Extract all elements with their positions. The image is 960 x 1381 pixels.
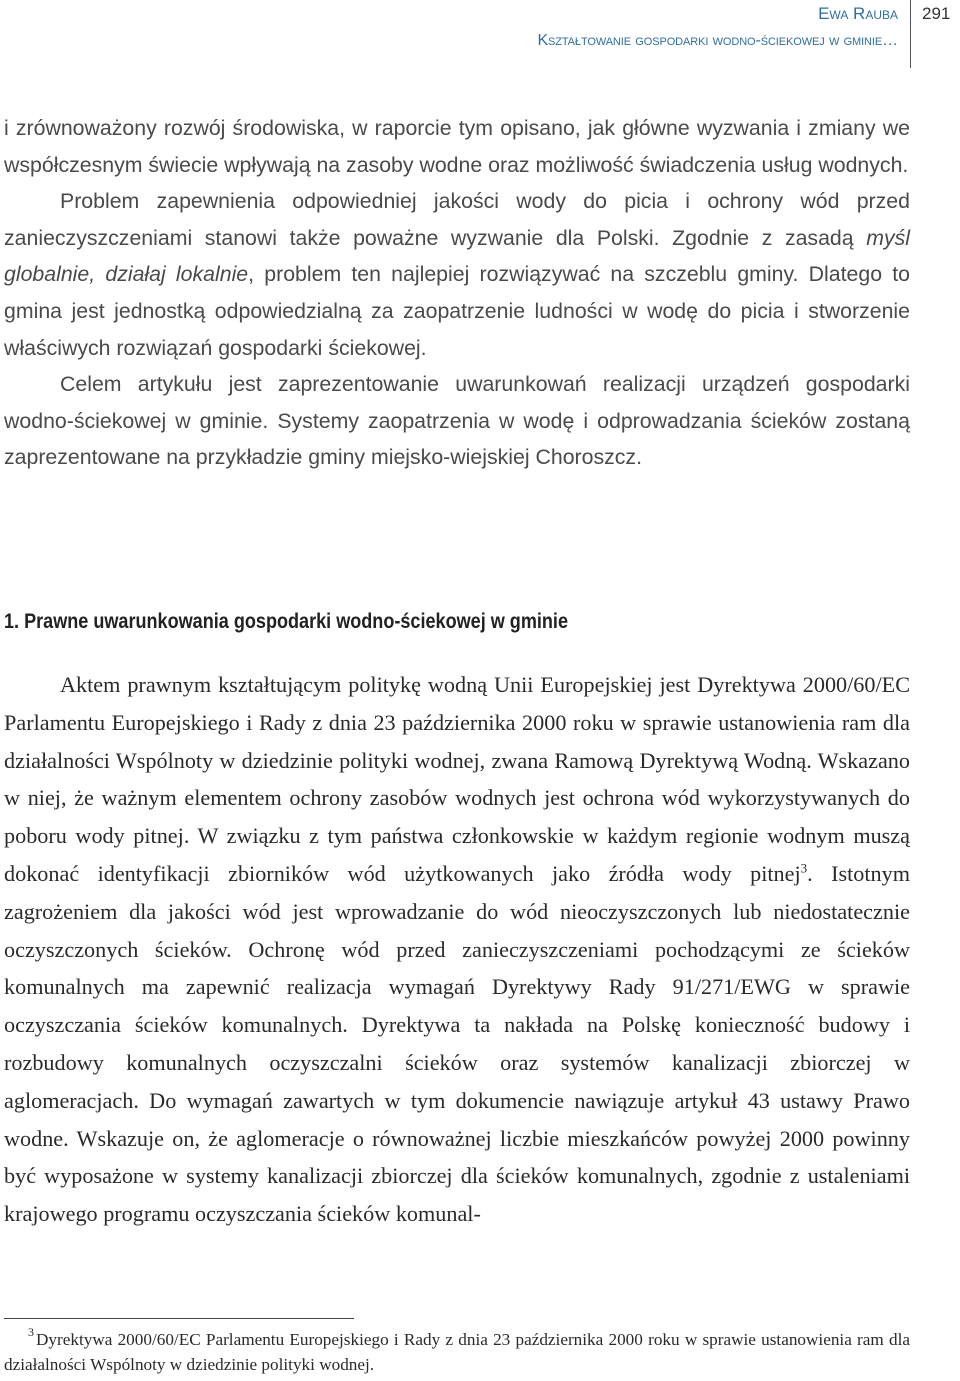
footnote-divider bbox=[4, 1318, 354, 1319]
footnote-reference[interactable]: 3 bbox=[800, 860, 808, 876]
intro-paragraph-2-end: , problem ten najlepiej rozwiązywać na szczeblu gminy. Dlatego to gmina jest jednostką odpowiedzialną za zaopatrzenie ludności w wodę do picia i stworzenie właściwych rozwiązań gospodarki ściekowej. bbox=[4, 262, 911, 360]
section-paragraph-1 bbox=[4, 666, 910, 1233]
section-paragraph-1-end: . Istotnym zagrożeniem dla jakości wód jest wprowadzanie do wód nieoczyszczonych lub niedostatecznie oczyszczonych ścieków. Ochronę wód przed zanieczyszczeniami pochodzącymi ze ścieków komunalnych ma zapewnić realizacja wymagań Dyrektywy Rady 91/271/EWG w sprawie oczyszczania ścieków komunalnych. Dyrektywa ta nakłada na Polskę konieczność budowy i rozbudowy komunalnych oczyszczalni ścieków oraz systemów kanalizacji zbiorczej w aglomeracjach. Do wymagań zawartych w tym dokumencie nawiązuje artykuł 43 ustawy Prawo wodne. Wskazuje on, że aglomeracje o równoważnej liczbie mieszkańców powyżej 2000 powinny być wyposażone w systemy kanalizacji zbiorczej dla ścieków komunalnych, zgodnie z ustaleniami krajowego programu oczyszczania ścieków komunal- bbox=[4, 860, 910, 1227]
running-header-title: Kształtowanie gospodarki wodno-ściekowej w gminie… bbox=[537, 32, 898, 49]
intro-paragraph-3: Celem artykułu jest zaprezentowanie uwarunkowań realizacji urządzeń gospodarki wodno-ściekowej w gminie. Systemy zaopatrzenia w wodę i odprowadzania ścieków zostaną zaprezentowane na przykładzie gminy miejsko-wiejskiej Choroszcz. bbox=[4, 372, 910, 470]
footnote-text: Dyrektywa 2000/60/EC Parlamentu Europejskiego i Rady z dnia 23 października 2000 roku w sprawie ustanowienia ram dla działalności Wspólnoty w dziedzinie polityki wodnej. bbox=[4, 1330, 910, 1374]
footnote-mark: 3 bbox=[28, 1325, 34, 1339]
section-text bbox=[4, 666, 910, 1233]
page-number: 291 bbox=[922, 4, 951, 23]
intro-text bbox=[4, 110, 910, 476]
intro-paragraph-2-start: Problem zapewnienia odpowiedniej jakości wody do picia i ochrony wód przed zanieczyszczeniami stanowi także poważne wyzwanie dla Polski. Zgodnie z zasadą bbox=[4, 189, 910, 250]
footnote bbox=[4, 1327, 910, 1377]
running-header bbox=[537, 0, 898, 54]
header-divider bbox=[910, 0, 911, 68]
intro-paragraph-1: i zrównoważony rozwój środowiska, w raporcie tym opisano, jak główne wyzwania i zmiany we współczesnym świecie wpływają na zasoby wodne oraz możliwość świadczenia usług wodnych. bbox=[4, 116, 910, 177]
section-paragraph-1-start: Aktem prawnym kształtującym politykę wodną Unii Europejskiej jest Dyrektywa 2000/60/EC Parlamentu Europejskiego i Rady z dnia 23 października 2000 roku w sprawie ustanowienia ram dla działalności Wspólnoty w dziedzinie polityki wodnej, zwana Ramową Dyrektywą Wodną. Wskazano w niej, że ważnym elementem ochrony zasobów wodnych jest ochrona wód wykorzystywanych do poboru wody pitnej. W związku z tym państwa członkowskie w każdym regionie wodnym muszą dokonać identyfikacji zbiorników wód użytkowanych jako źródła wody pitnej bbox=[4, 672, 910, 886]
intro-paragraph-2 bbox=[4, 183, 910, 366]
intro-paragraph-2-italic: myśl globalnie, działaj lokalnie bbox=[4, 225, 910, 287]
running-header-author: Ewa Rauba bbox=[818, 4, 898, 23]
section-heading: 1. Prawne uwarunkowania gospodarki wodno-ściekowej w gminie bbox=[4, 610, 568, 633]
